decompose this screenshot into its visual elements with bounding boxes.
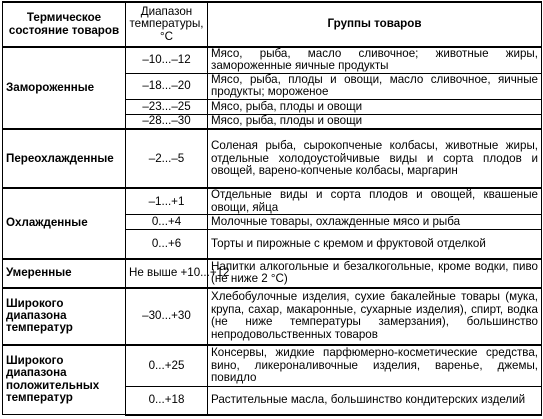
table-row (3, 188, 542, 214)
state-cell: Широкого диапазона положительных температур (3, 345, 126, 415)
range-cell: 0...+4 (126, 215, 208, 230)
table-row (3, 129, 542, 188)
goods-cell: Мясо, рыба, плоды и овощи (208, 99, 542, 114)
range-cell: –30...+30 (126, 288, 208, 345)
header-state: Термическое состояние товаров (3, 2, 126, 47)
table-row (3, 345, 542, 387)
state-cell: Широкого диапазона температур (3, 288, 126, 345)
range-cell: 0...+18 (126, 387, 208, 415)
range-cell: –1...+1 (126, 188, 208, 214)
table-row (3, 47, 542, 73)
goods-cell: Молочные товары, охлажденные мясо и рыба (208, 215, 542, 230)
range-cell: –2...–5 (126, 129, 208, 188)
table-row (3, 259, 542, 288)
goods-cell: Торты и пирожные с кремом и фруктовой отделкой (208, 230, 542, 259)
goods-cell: Соленая рыба, сырокопченые колбасы, животные жиры, отдельные холодоустойчивые виды и сорта плодов и овощей, варено-копченые колбасы, маргарин (208, 129, 542, 188)
goods-cell: Напитки алкогольные и безалкогольные, кроме водки, пиво (не ниже 2 °С) (208, 259, 542, 288)
state-cell: Переохлажденные (3, 129, 126, 188)
range-cell: –23...–25 (126, 99, 208, 114)
goods-cell: Мясо, рыба, масло сливочное; животные жиры, замороженные яичные продукты (208, 47, 542, 73)
header-goods: Группы товаров (208, 2, 542, 47)
table-header-row (3, 2, 542, 47)
range-cell: –10...–12 (126, 47, 208, 73)
range-cell: –18...–20 (126, 73, 208, 99)
state-cell: Охлажденные (3, 188, 126, 258)
goods-cell: Растительные масла, большинство кондитерских изделий (208, 387, 542, 415)
range-cell: 0...+25 (126, 345, 208, 387)
goods-temperature-table (2, 1, 542, 416)
range-cell: Не выше +10...+12 (126, 259, 208, 288)
goods-cell: Мясо, рыба, плоды и овощи, масло сливочное, яичные продукты; мороженое (208, 73, 542, 99)
table-row (3, 288, 542, 345)
goods-cell: Мясо, рыба, плоды и овощи (208, 114, 542, 129)
state-cell: Замороженные (3, 47, 126, 129)
header-range: Диапазон температуры, °С (126, 2, 208, 47)
range-cell: 0...+6 (126, 230, 208, 259)
state-cell: Умеренные (3, 259, 126, 288)
goods-cell: Хлебобулочные изделия, сухие бакалейные товары (мука, крупа, сахар, макаронные, сухарные изделия), спирт, водка (не ниже температуры замерзания), большинство непродовольственных товаров (208, 288, 542, 345)
range-cell: –28...–30 (126, 114, 208, 129)
goods-cell: Отдельные виды и сорта плодов и овощей, квашеные овощи, яйца (208, 188, 542, 214)
goods-cell: Консервы, жидкие парфюмерно-косметические средства, вино, ликероналивочные изделия, варенье, джемы, повидло (208, 345, 542, 387)
